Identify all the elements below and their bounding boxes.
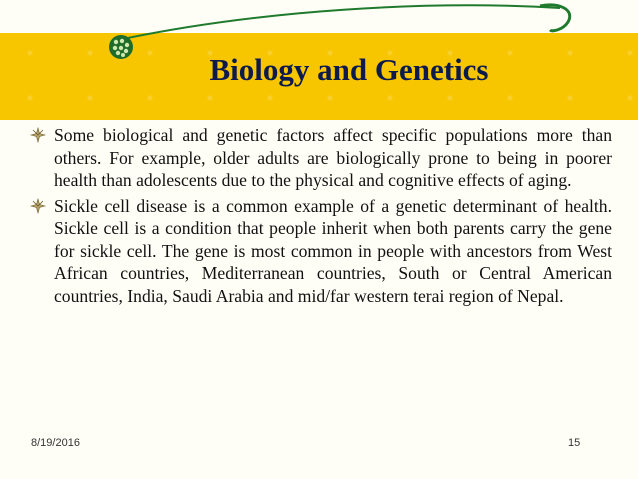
swoosh-tail	[540, 5, 570, 31]
star-bullet-icon	[30, 127, 46, 143]
bullet-item-1	[30, 124, 612, 192]
slide-title: Biology and Genetics	[209, 52, 489, 87]
swoosh-line	[118, 5, 560, 40]
star-bullet-icon	[30, 198, 46, 214]
bullet-text-1: Some biological and genetic factors affect specific populations more than others. For example, older adults are biologically prone to being in poorer health than adolescents due to the physical and cognitive effects of aging.	[54, 125, 612, 190]
bullet-text-2: Sickle cell disease is a common example of a genetic determinant of health. Sickle cell is a condition that people inherit when both parents carry the gene for sickle cell. The gene is most common in people with ancestors from West African countries, Mediterranean countries, South or Central American countries, India, Saudi Arabia and mid/far western terai region of Nepal.	[54, 195, 612, 306]
footer-page-number: 15	[568, 437, 581, 449]
slide-content	[30, 124, 612, 310]
bullet-item-2	[30, 195, 612, 308]
footer-date: 8/19/2016	[31, 437, 80, 449]
